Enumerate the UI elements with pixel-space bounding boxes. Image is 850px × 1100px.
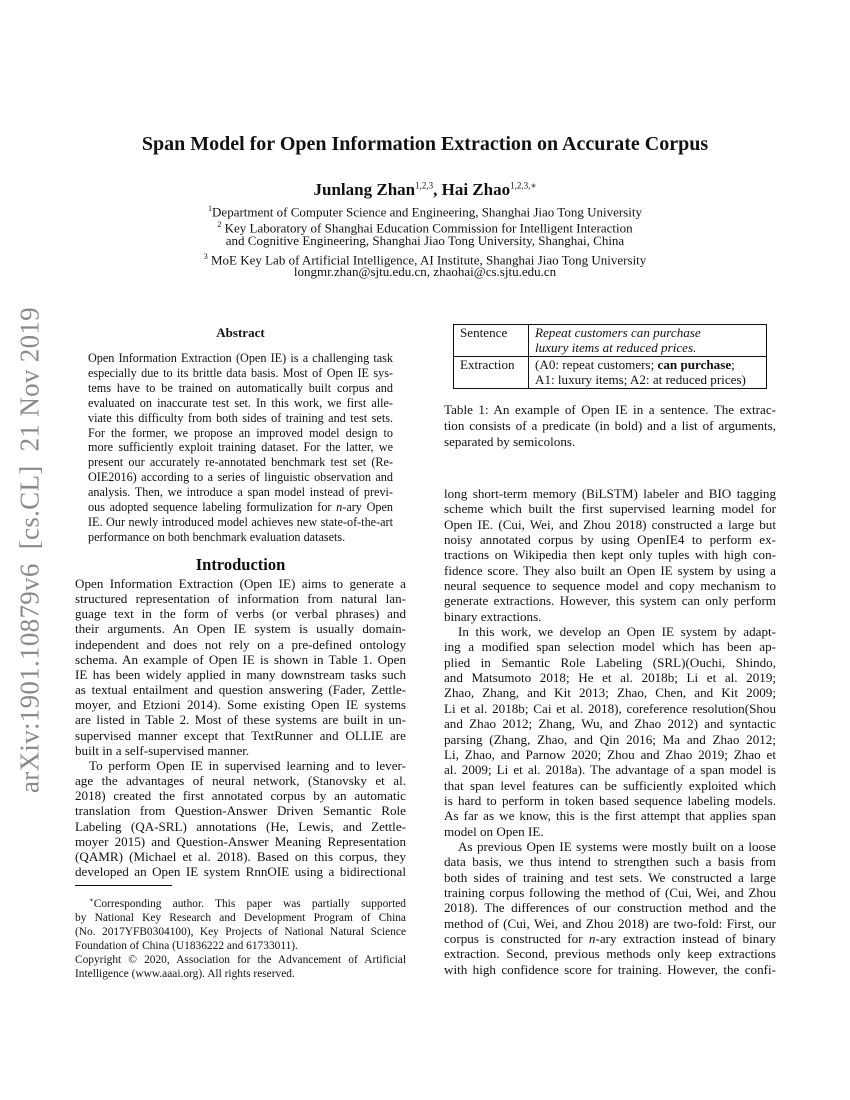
table-1 xyxy=(453,324,767,389)
text-run: (No. 2017YFB0304100), Key Projects of National Natural Science xyxy=(75,925,406,938)
author-list xyxy=(0,180,850,200)
text-run: model on Open IE. xyxy=(444,823,544,839)
text-line xyxy=(444,670,776,685)
arxiv-side-stamp: arXiv:1901.10879v6 [cs.CL] 21 Nov 2019 xyxy=(14,307,45,793)
text-line xyxy=(75,925,406,939)
text-run: moyer 2015) and Question-Answer Meaning Representation xyxy=(75,833,406,849)
affiliation-mark: 1 xyxy=(208,204,213,213)
text-run: -ary extraction instead of binary xyxy=(595,930,776,946)
text-run: ∗ xyxy=(89,896,94,904)
text-run: with high confidence score for training. However, the confi- xyxy=(444,961,776,977)
text-run: that span level features can be sufficiently exploited which xyxy=(444,777,776,793)
text-line xyxy=(75,637,406,652)
text-run: neural sequence to sequence model and copy mechanism to xyxy=(444,578,776,594)
text-line xyxy=(444,870,776,885)
text-run: Corresponding author. This paper was partially supported xyxy=(93,897,406,910)
text-line xyxy=(75,606,406,621)
text-line xyxy=(444,962,776,977)
text-line xyxy=(75,758,406,773)
text-run: n xyxy=(336,500,343,515)
text-line xyxy=(75,773,406,788)
right-column-body xyxy=(444,486,776,977)
text-line xyxy=(444,486,776,501)
table-row xyxy=(454,357,767,389)
text-run: as textual entailment and question answering (Fader, Zettle- xyxy=(75,682,406,698)
affiliation xyxy=(0,233,850,249)
text-run: (QAMR) (Michael et al. 2018). Based on this corpus, they xyxy=(75,848,406,864)
text-line xyxy=(444,808,776,823)
cell-line xyxy=(535,325,760,340)
text-run: age the advantages of neural network, (Stanovsky et al. xyxy=(75,773,406,789)
text-line xyxy=(444,501,776,516)
text-line xyxy=(75,803,406,818)
text-line xyxy=(444,778,776,793)
text-line xyxy=(88,470,393,485)
text-line xyxy=(88,366,393,381)
text-line xyxy=(75,819,406,834)
text-run: ing a modified span selection model which has been ap- xyxy=(444,639,776,655)
text-line xyxy=(444,931,776,946)
table-cell-value xyxy=(529,357,767,389)
cell-line xyxy=(535,357,760,372)
text-run: schema. An example of Open IE is shown in Table 1. Open xyxy=(75,651,406,667)
text-run: evaluated on inaccurate test set. In this work, we first alle- xyxy=(88,395,393,410)
text-run: 2018). The differences of our construction method and the xyxy=(444,900,776,916)
text-run: Open Information Extraction (Open IE) aims to generate a xyxy=(75,576,406,591)
text-run: can purchase xyxy=(657,357,732,372)
affiliation-text: and Cognitive Engineering, Shanghai Jiao Tong University, Shanghai, China xyxy=(225,233,625,248)
text-line xyxy=(88,500,393,515)
text-run: luxury items at reduced prices. xyxy=(535,340,697,355)
text-line xyxy=(75,652,406,667)
text-run: Copyright © 2020, Association for the Advancement of Artificial xyxy=(75,953,406,966)
text-line xyxy=(88,440,393,455)
text-run: parsing (Zhang, Zhao, and Qin 2016; Ma and Zhao 2012; xyxy=(444,731,776,747)
text-line xyxy=(444,563,776,578)
text-line xyxy=(444,624,776,639)
text-line xyxy=(75,967,406,981)
text-run: long short-term memory (BiLSTM) labeler and BIO tagging xyxy=(444,486,776,501)
text-run: training corpus following the method of (Cui, Wei, and Zhou xyxy=(444,884,776,900)
text-run: data basis, we thus intend to strengthen such a basis from xyxy=(444,854,776,870)
text-run: Foundation of China (U1836222 and 61733011). xyxy=(75,939,298,952)
text-run: As previous Open IE systems were mostly built on a loose xyxy=(458,838,776,854)
text-line xyxy=(75,591,406,606)
text-run: and Matsumoto 2018; He et al. 2018b; Li et al. 2019; xyxy=(444,670,776,686)
text-run: guage text in the form of verbs (or verbal phrases) and xyxy=(75,606,406,622)
cell-line xyxy=(535,340,760,355)
cell-line xyxy=(535,372,760,387)
text-run: Repeat customers can purchase xyxy=(535,325,701,340)
text-line xyxy=(88,411,393,426)
text-line xyxy=(75,743,406,758)
text-line xyxy=(88,396,393,411)
text-run: translation from Question-Answer Driven Semantic Role xyxy=(75,803,406,819)
table-row xyxy=(454,325,767,357)
text-run: developed an Open IE system RnnOIE using a bidirectional xyxy=(75,863,406,879)
text-run: tems have to be trained on automatically built corpus and xyxy=(88,380,393,395)
text-run: Zhao, Zhang, and Kit 2013; Zhao, Chen, and Kit 2009; xyxy=(444,685,776,701)
text-line xyxy=(444,593,776,608)
author-separator: , xyxy=(433,180,442,199)
text-line xyxy=(88,351,393,366)
affiliation-text: MoE Key Lab of Artificial Intelligence, AI Institute, Shanghai Jiao Tong University xyxy=(207,252,647,268)
text-line xyxy=(444,747,776,762)
text-line xyxy=(444,900,776,915)
text-line xyxy=(75,728,406,743)
text-run: tion consists of a predicate (in bold) and a list of arguments, xyxy=(444,418,776,433)
text-run: -ary Open xyxy=(342,500,393,515)
author-emails xyxy=(0,264,850,280)
text-line xyxy=(75,576,406,591)
text-line xyxy=(75,682,406,697)
footnote xyxy=(75,893,406,981)
email-text: longmr.zhan@sjtu.edu.cn, zhaohai@cs.sjtu.edu.cn xyxy=(293,264,557,279)
footnote-rule xyxy=(75,885,172,886)
paper-title: Span Model for Open Information Extraction on Accurate Corpus xyxy=(141,133,709,155)
text-line xyxy=(75,953,406,967)
text-line xyxy=(88,381,393,396)
text-run: noisy annotated corpus by using OpenIE4 to perform ex- xyxy=(444,532,776,548)
text-run: especially due to its brittle data basis. Most of Open IE sys- xyxy=(88,365,393,380)
text-run: by National Key Research and Development Program of China xyxy=(75,911,406,924)
text-line xyxy=(444,532,776,547)
text-run: Open Information Extraction (Open IE) is a challenging task xyxy=(88,351,393,365)
text-run: plied in Semantic Role Labeling (SRL)(Ouchi, Shindo, xyxy=(444,654,776,670)
introduction-body xyxy=(75,576,406,879)
text-line xyxy=(444,685,776,700)
author-name: Hai Zhao xyxy=(441,180,511,199)
text-line xyxy=(444,701,776,716)
text-line xyxy=(88,426,393,441)
text-run: present our accurately re-annotated benchmark test set (Re- xyxy=(88,455,393,470)
text-run: scheme which built the first supervised learning model for xyxy=(444,501,776,517)
text-line xyxy=(75,621,406,636)
text-run: As far as we know, this is the first attempt that applies span xyxy=(444,808,776,824)
text-run: 2018) created the first annotated corpus by an automatic xyxy=(75,788,406,804)
text-line xyxy=(444,434,776,450)
table-1-caption xyxy=(444,402,776,450)
text-line xyxy=(444,762,776,777)
text-run: independent and does not rely on a pre-defined ontology xyxy=(75,636,406,652)
text-line xyxy=(444,639,776,654)
text-run: Table 1: An example of Open IE in a sentence. The extrac- xyxy=(444,402,776,417)
text-run: and Zhao 2012; Zhang, Wu, and Zhao 2012) and syntactic xyxy=(444,716,776,732)
text-run: analysis. Then, we introduce a span model instead of previ- xyxy=(88,485,393,500)
text-line xyxy=(75,939,406,953)
table-cell-value xyxy=(529,325,767,357)
text-line xyxy=(444,885,776,900)
text-run: method of (Cui, Wei, and Zhou 2018) are two-fold: First, our xyxy=(444,915,776,931)
text-run: structured representation of information from natural lan- xyxy=(75,591,406,607)
text-run: binary extractions. xyxy=(444,608,542,624)
text-run: Li et al. 2018b; Cai et al. 2018), coreference resolution(Shou xyxy=(444,700,776,716)
text-run: (A0: repeat customers; xyxy=(535,357,658,372)
text-line xyxy=(75,788,406,803)
affiliation-mark: 3 xyxy=(203,252,208,261)
text-line xyxy=(75,864,406,879)
text-run: Li, Zhao, and Parnow 2020; Zhou and Zhao 2019; Zhao et xyxy=(444,746,776,762)
text-run: ous adopted sequence labeling formulization for xyxy=(88,500,337,515)
text-run: their arguments. An Open IE system is usually domain- xyxy=(75,621,406,637)
text-run: moyer, and Etzioni 2014). Some existing Open IE systems xyxy=(75,697,406,713)
text-line xyxy=(444,793,776,808)
text-run: both sides of training and test sets. We constructed a large xyxy=(444,869,776,885)
author-affiliation-marks: 1,2,3,∗ xyxy=(510,180,537,191)
text-line xyxy=(444,609,776,624)
text-line xyxy=(75,667,406,682)
text-run: n xyxy=(588,930,596,946)
text-line xyxy=(444,418,776,434)
text-run: fidence score. They also built an Open IE system by using a xyxy=(444,562,776,578)
introduction-heading: Introduction xyxy=(195,555,286,574)
text-line xyxy=(75,697,406,712)
text-line xyxy=(444,547,776,562)
text-run: In this work, we develop an Open IE system by adapt- xyxy=(458,624,776,640)
text-run: viate this difficulty from both sides of training and test sets. xyxy=(88,410,393,425)
text-line xyxy=(75,834,406,849)
affiliation-mark: 2 xyxy=(217,220,222,229)
text-line xyxy=(444,946,776,961)
text-run: IE. Our newly introduced model achieves new state-of-the-art xyxy=(88,514,393,529)
text-line xyxy=(444,655,776,670)
text-run: supervised manner except that TextRunner and OLLIE are xyxy=(75,727,406,743)
text-run: ; xyxy=(731,357,735,372)
abstract-body xyxy=(88,351,393,545)
table-cell-label: Sentence xyxy=(454,325,529,357)
text-run: performance on both benchmark evaluation datasets. xyxy=(88,529,346,544)
table-cell-label: Extraction xyxy=(454,357,529,389)
text-line xyxy=(444,854,776,869)
text-run: al. 2009; Li et al. 2018a). The advantage of a span model is xyxy=(444,762,776,778)
text-run: IE has been widely applied in many downstream tasks such xyxy=(75,666,406,682)
text-run: more sufficiently exploit training dataset. For the latter, we xyxy=(88,440,393,455)
text-run: For the former, we propose an improved model design to xyxy=(88,425,393,440)
text-run: Open IE. (Cui, Wei, and Zhou 2018) constructed a large but xyxy=(444,516,776,532)
text-run: built in a self-supervised manner. xyxy=(75,742,250,758)
text-line xyxy=(444,402,776,418)
text-line xyxy=(444,578,776,593)
affiliation-text: Key Laboratory of Shanghai Education Commission for Intelligent Interaction xyxy=(221,220,633,236)
text-line xyxy=(88,485,393,500)
text-line xyxy=(444,716,776,731)
text-line xyxy=(444,517,776,532)
text-line xyxy=(75,911,406,925)
text-line xyxy=(75,893,406,911)
text-run: OIE2016) according to a series of linguistic observation and xyxy=(88,470,393,485)
author-name: Junlang Zhan xyxy=(313,180,416,199)
text-line xyxy=(444,824,776,839)
text-run: A1: luxury items; A2: at reduced prices) xyxy=(535,372,746,387)
text-run: is hard to perform in token based sequence labeling models. xyxy=(444,792,776,808)
text-run: generate extractions. However, this system can only perform xyxy=(444,593,776,609)
text-line xyxy=(75,849,406,864)
text-run: corpus is constructed for xyxy=(444,930,589,946)
text-run: separated by semicolons. xyxy=(444,434,576,449)
text-run: To perform Open IE in supervised learning and to lever- xyxy=(89,757,406,773)
text-line xyxy=(75,712,406,727)
text-line xyxy=(444,732,776,747)
text-line xyxy=(88,515,393,530)
text-line xyxy=(444,916,776,931)
text-run: Intelligence (www.aaai.org). All rights reserved. xyxy=(75,967,295,980)
text-line xyxy=(88,530,393,545)
affiliation-text: Department of Computer Science and Engineering, Shanghai Jiao Tong University xyxy=(212,204,642,220)
text-line xyxy=(88,455,393,470)
text-line xyxy=(444,839,776,854)
author-affiliation-marks: 1,2,3 xyxy=(415,180,434,191)
text-run: extraction. Second, previous methods only keep extractions xyxy=(444,946,776,962)
text-run: Labeling (QA-SRL) annotations (He, Lewis, and Zettle- xyxy=(75,818,406,834)
text-run: are listed in Table 2. Most of these systems are built in un- xyxy=(75,712,406,728)
text-run: tractions on Wikipedia then kept only tuples with high con- xyxy=(444,547,776,563)
abstract-heading: Abstract xyxy=(216,325,265,340)
